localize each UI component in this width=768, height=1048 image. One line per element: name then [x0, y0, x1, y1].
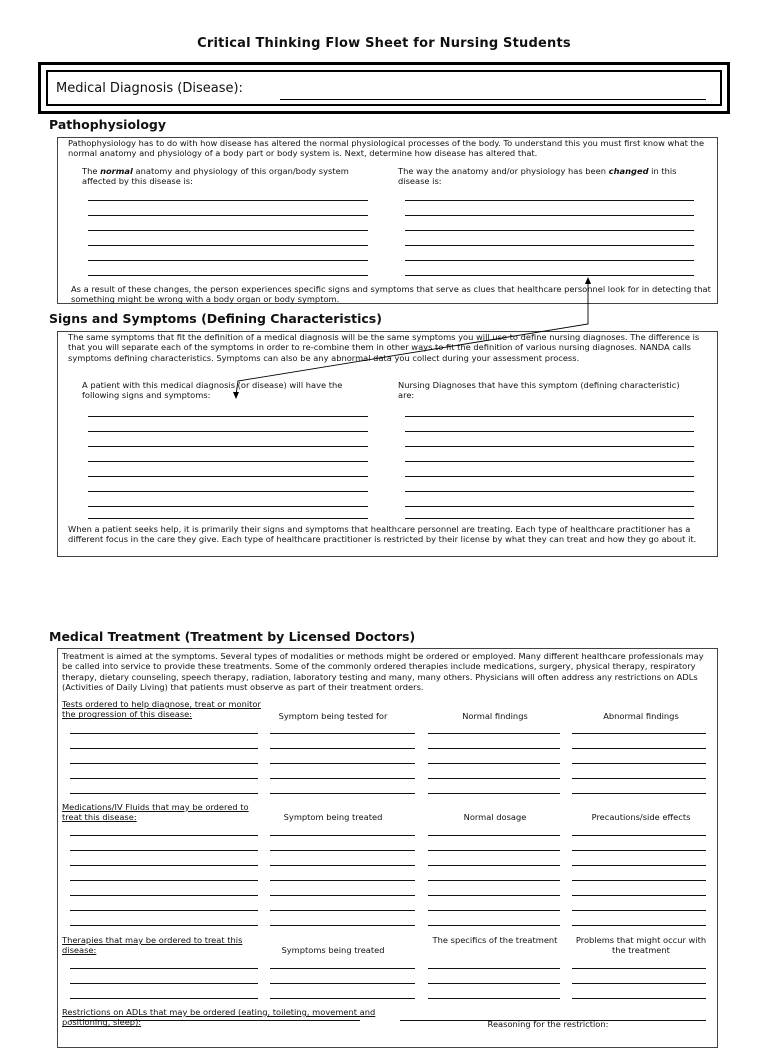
changed-emphasis: changed — [608, 166, 649, 176]
normal-emphasis: normal — [100, 166, 133, 176]
flow-arrow-head-down — [233, 392, 239, 399]
medical-treatment-heading: Medical Treatment (Treatment by Licensed Doctors) — [49, 629, 416, 644]
pathophysiology-heading: Pathophysiology — [49, 117, 166, 132]
signs-symptoms-left-prompt: A patient with this medical diagnosis (or disease) will have the following signs and symptoms: — [82, 380, 343, 401]
flow-arrow-line — [236, 279, 588, 395]
flow-arrow-head-up — [585, 277, 591, 284]
medical-treatment-intro: Treatment is aimed at the symptoms. Several types of modalities or methods might be ordered or employed. Many different healthcare professionals may be called into service to provide these treatments. Some of the commonly ordered therapies include medications, surgery, physical therapy, respiratory therapy, dietary counseling, speech therapy, radiation, laboratory testing and many, many others. Physicians will often address any restrictions on ADLs (Activities of Daily Living) that patients must observe as part of their treatment orders. — [62, 651, 704, 693]
signs-symptoms-right-prompt: Nursing Diagnoses that have this symptom (defining characteristic) are: — [398, 380, 680, 401]
therapies-label: Therapies that may be ordered to treat this disease: — [62, 935, 243, 956]
medications-label: Medications/IV Fluids that may be ordered to treat this disease: — [62, 802, 249, 823]
tests-col-normal: Normal findings — [462, 711, 528, 721]
meds-col-symptom: Symptom being treated — [283, 812, 383, 822]
restrictions-reasoning: Reasoning for the restriction: — [487, 1019, 609, 1029]
changed-prompt-post: in this disease is: — [398, 166, 677, 187]
signs-symptoms-footer: When a patient seeks help, it is primarily their signs and symptoms that healthcare personnel are treating. Each type of healthcare practitioner has a different focus in the care they give. Each type of healthcare practitioner is restricted by their license by what they can treat and how they go about it. — [68, 524, 697, 545]
meds-col-precautions: Precautions/side effects — [591, 812, 691, 822]
tests-col-abnormal: Abnormal findings — [603, 711, 679, 721]
medical-diagnosis-label: Medical Diagnosis (Disease): — [56, 81, 243, 96]
therapies-col-symptoms: Symptoms being treated — [281, 945, 385, 955]
therapies-col-specifics: The specifics of the treatment — [432, 935, 558, 945]
page-title: Critical Thinking Flow Sheet for Nursing Students — [197, 36, 571, 51]
normal-prompt-post: anatomy and physiology of this organ/body system affected by this disease is: — [82, 166, 349, 187]
signs-symptoms-heading: Signs and Symptoms (Defining Characteristics) — [49, 311, 382, 326]
therapies-col-problems: Problems that might occur with the treatment — [575, 935, 707, 956]
tests-label: Tests ordered to help diagnose, treat or monitor the progression of this disease: — [62, 699, 261, 720]
normal-prompt-pre: The — [82, 166, 101, 176]
restrictions-label: Restrictions on ADLs that may be ordered (eating, toileting, movement and positioning, sleep): — [62, 1007, 376, 1028]
tests-col-symptom: Symptom being tested for — [278, 711, 388, 721]
pathophysiology-footer: As a result of these changes, the person experiences specific signs and symptoms that serve as clues that healthcare personnel look for in detecting that something might be wrong with a body organ or body symptom. — [71, 284, 711, 305]
signs-symptoms-intro: The same symptoms that fit the definition of a medical diagnosis will be the same symptoms you will use to define nursing diagnoses. The difference is that you will separate each of the symptoms in order to re-combine them in other ways to fit the definition of various nursing diagnoses. NANDA calls symptoms defining characteristics. Symptoms can also be any abnormal data you collect during your assessment process. — [68, 332, 700, 363]
meds-col-dosage: Normal dosage — [463, 812, 527, 822]
pathophysiology-intro: Pathophysiology has to do with how disease has altered the normal physiological processes of the body. To understand this you must first know what the normal anatomy and physiology of a body part or body system is. Next, determine how disease has altered that. — [68, 138, 705, 159]
changed-prompt-pre: The way the anatomy and/or physiology has been — [398, 166, 609, 176]
